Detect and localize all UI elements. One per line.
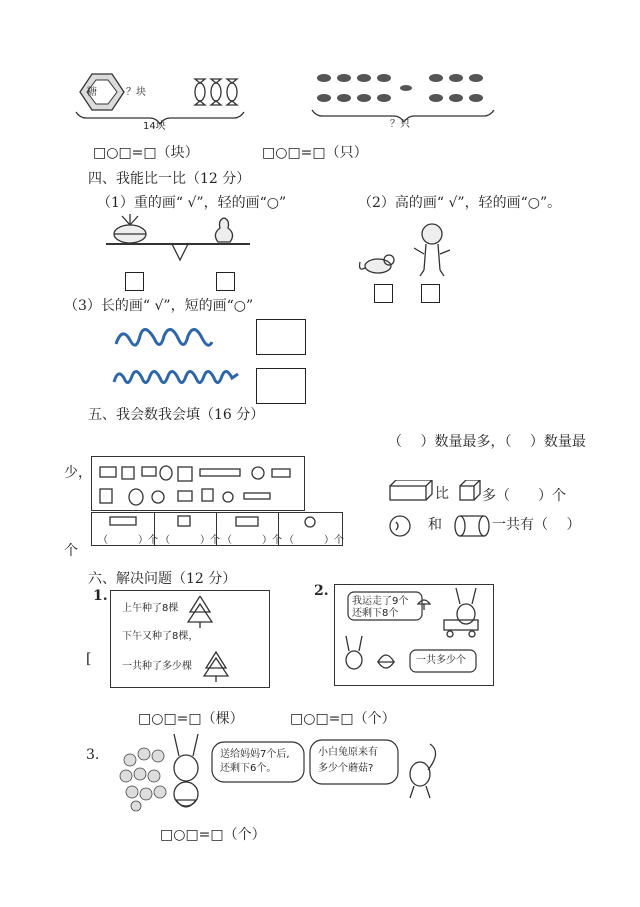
problem2-number: 2. [314,583,329,599]
ball-icon [390,516,410,536]
section4-title: 四、我能比一比（12 分） [88,171,251,187]
candy-label: 糖 [87,87,97,98]
problem2-question: 一共多少个 [416,655,466,666]
long-spring-icon [114,371,238,382]
problem3-number: 3. [86,747,100,763]
answer-box-spring-long[interactable] [256,368,306,404]
problem3-bubble-left-1: 送给妈妈7个后, [220,749,290,760]
problem3-illustration [116,734,446,814]
candy-icon-2 [211,79,221,105]
candy-icon-1 [195,79,205,105]
equation-mushrooms: □○□=□（个） [290,711,396,727]
problem1-number: 1. [93,588,108,604]
rabbit-icon-2 [346,636,362,669]
q2-instruction: （2）高的画“ √”，轻的画“○”。 [358,195,562,211]
compare-total: 一共有（ ） [492,517,581,533]
rabbit-icon [456,588,476,624]
count-table [91,512,343,546]
problem1-line1: 上午种了8棵 [122,603,179,614]
tree-icons [186,596,266,686]
answer-box-pineapple[interactable] [125,272,144,291]
ball-icon [305,517,315,527]
total-blocks-label: 14块 [143,121,166,132]
tree-icon-2 [204,652,228,682]
compare-duo: 多（ ）个 [482,488,566,504]
problem2-bubble2: 还剩下8个 [352,608,399,619]
cylinder-icon [454,514,490,538]
count-question-ge: 个 [64,543,78,559]
count-cell-ball[interactable]: （ ）个 [284,535,344,546]
cylinder-icon [236,517,258,526]
q3-instruction: （3）长的画“ √”，短的画“○” [64,298,254,314]
problem1-line2: 下午又种了8棵， [122,631,199,642]
problem1-line3: 一共种了多少棵 [122,661,192,672]
answer-box-pear[interactable] [216,272,235,291]
equation-problem3: □○□=□（个） [160,827,266,843]
count-cell-cube[interactable]: （ ）个 [160,535,220,546]
ball-icons [152,467,264,503]
mushroom-pile-icon [120,748,166,811]
birds-illustration [308,66,508,126]
tree-icon-1 [188,596,212,628]
rabbit-icon [174,734,198,806]
candy-icon-3 [227,79,237,105]
monkey-icon [414,224,450,276]
speech-bubble-left [212,742,304,782]
problem3-bubble-left-2: 还剩下6个。 [220,763,277,774]
cuboid-icons [100,467,270,503]
count-cell-cylinder[interactable]: （ ）个 [222,535,282,546]
bird-icons [317,74,483,102]
count-question-line: （ ）数量最多，（ ）数量最 [388,434,586,450]
mouse-icon [360,255,394,273]
pear-icon [215,218,232,242]
pineapple-icon [114,214,146,243]
squirrel-icon [410,744,436,798]
equation-blocks: □○□=□（块） [93,145,199,161]
equation-birds: □○□=□（只） [262,145,368,161]
section6-title: 六、解决问题（12 分） [88,571,237,587]
table-shape-icons [92,513,342,529]
shapes-frame [91,456,305,511]
short-spring-icon [116,329,212,345]
cube-icon [460,480,480,500]
equation-trees: □○□=□（棵） [138,711,244,727]
compare-bi: 比 [435,486,449,502]
unknown-birds-label: ？只 [390,119,410,130]
cuboid-icon [110,517,136,525]
problem3-bubble-right-1: 小白兔原来有 [318,747,378,758]
problem2-bubble1: 我运走了9个 [352,596,409,607]
springs-illustration [112,322,242,394]
balance-scale-illustration [100,214,260,270]
cube-icon [178,516,190,526]
answer-box-monkey[interactable] [421,284,440,303]
problem1-bracket: [ [86,651,92,667]
shapes-illustration [92,457,304,510]
section5-title: 五、我会数我会填（16 分） [88,407,265,423]
problem3-bubble-right-2: 多少个蘑菇? [318,763,374,774]
q1-instruction: （1）重的画“ √”，轻的画“○” [97,195,287,211]
unknown-blocks-label: ？块 [126,87,146,98]
count-question-shao: 少， [64,465,92,481]
answer-box-spring-short[interactable] [256,319,306,355]
mouse-monkey-illustration [358,222,458,280]
count-cell-cuboid[interactable]: （ ）个 [98,535,158,546]
compare-he: 和 [428,517,442,533]
cuboid-icon [390,480,432,500]
basket-icon [378,655,394,668]
answer-box-mouse[interactable] [374,284,393,303]
